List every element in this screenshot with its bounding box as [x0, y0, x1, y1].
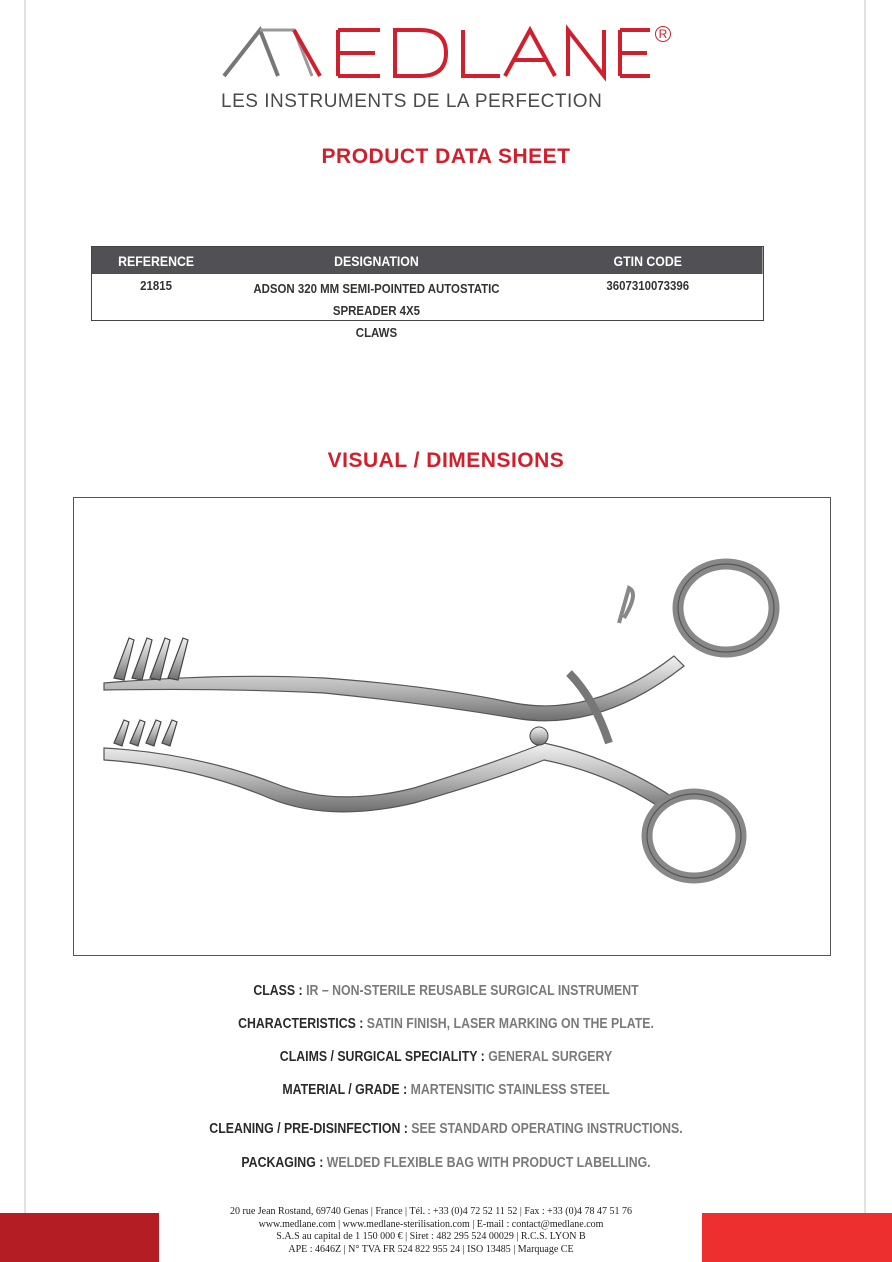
medlane-logo-wordmark [220, 20, 650, 86]
footer-bar-right [702, 1213, 892, 1262]
brand-tagline: LES INSTRUMENTS DE LA PERFECTION [221, 91, 603, 112]
footer-company: S.A.S au capital de 1 150 000 € | Siret : 482 295 524 00029 | R.C.S. LYON B [276, 1231, 586, 1242]
header-reference: REFERENCE [118, 252, 195, 269]
spec-characteristics: CHARACTERISTICS : SATIN FINISH, LASER MARKING ON THE PLATE. [238, 1016, 654, 1032]
cell-reference: 21815 [140, 278, 172, 293]
surgical-retractor-illustration [74, 498, 829, 954]
footer-bar-left [0, 1213, 159, 1262]
designation-line-2: CLAWS [355, 325, 398, 340]
header-gtin: GTIN CODE [613, 252, 682, 269]
visual-dimensions-title: VISUAL / DIMENSIONS [327, 449, 565, 472]
footer-registration: APE : 4646Z | N° TVA FR 524 822 955 24 | ISO 13485 | Marquage CE [288, 1243, 574, 1255]
designation-line-1: ADSON 320 MM SEMI-POINTED AUTOSTATIC SPREADER 4X5 [253, 281, 500, 318]
product-table [91, 246, 764, 340]
footer-web: www.medlane.com | www.medlane-sterilisation.com | E-mail : contact@medlane.com [258, 1218, 604, 1230]
product-sheet-title: PRODUCT DATA SHEET [321, 145, 571, 168]
table-row [92, 274, 763, 344]
footer-contact [160, 1206, 702, 1256]
cell-gtin: 3607310073396 [606, 278, 690, 293]
cell-designation [220, 278, 533, 344]
product-image-frame [73, 497, 831, 956]
spec-material: MATERIAL / GRADE : MARTENSITIC STAINLESS STEEL [282, 1082, 610, 1098]
spec-claims: CLAIMS / SURGICAL SPECIALITY : GENERAL SURGERY [279, 1049, 613, 1065]
footer-address: 20 rue Jean Rostand, 69740 Genas | France | Tél. : +33 (0)4 72 52 11 52 | Fax : +33 (0)4 78 47 51 76 [230, 1206, 632, 1217]
header-designation: DESIGNATION [334, 252, 419, 269]
spec-cleaning: CLEANING / PRE-DISINFECTION : SEE STANDARD OPERATING INSTRUCTIONS. [209, 1121, 683, 1137]
registered-mark: R [655, 26, 671, 42]
table-header-row [92, 247, 763, 274]
spec-class: CLASS : IR – NON-STERILE REUSABLE SURGICAL INSTRUMENT [253, 983, 639, 999]
spec-packaging: PACKAGING : WELDED FLEXIBLE BAG WITH PRODUCT LABELLING. [241, 1155, 651, 1171]
